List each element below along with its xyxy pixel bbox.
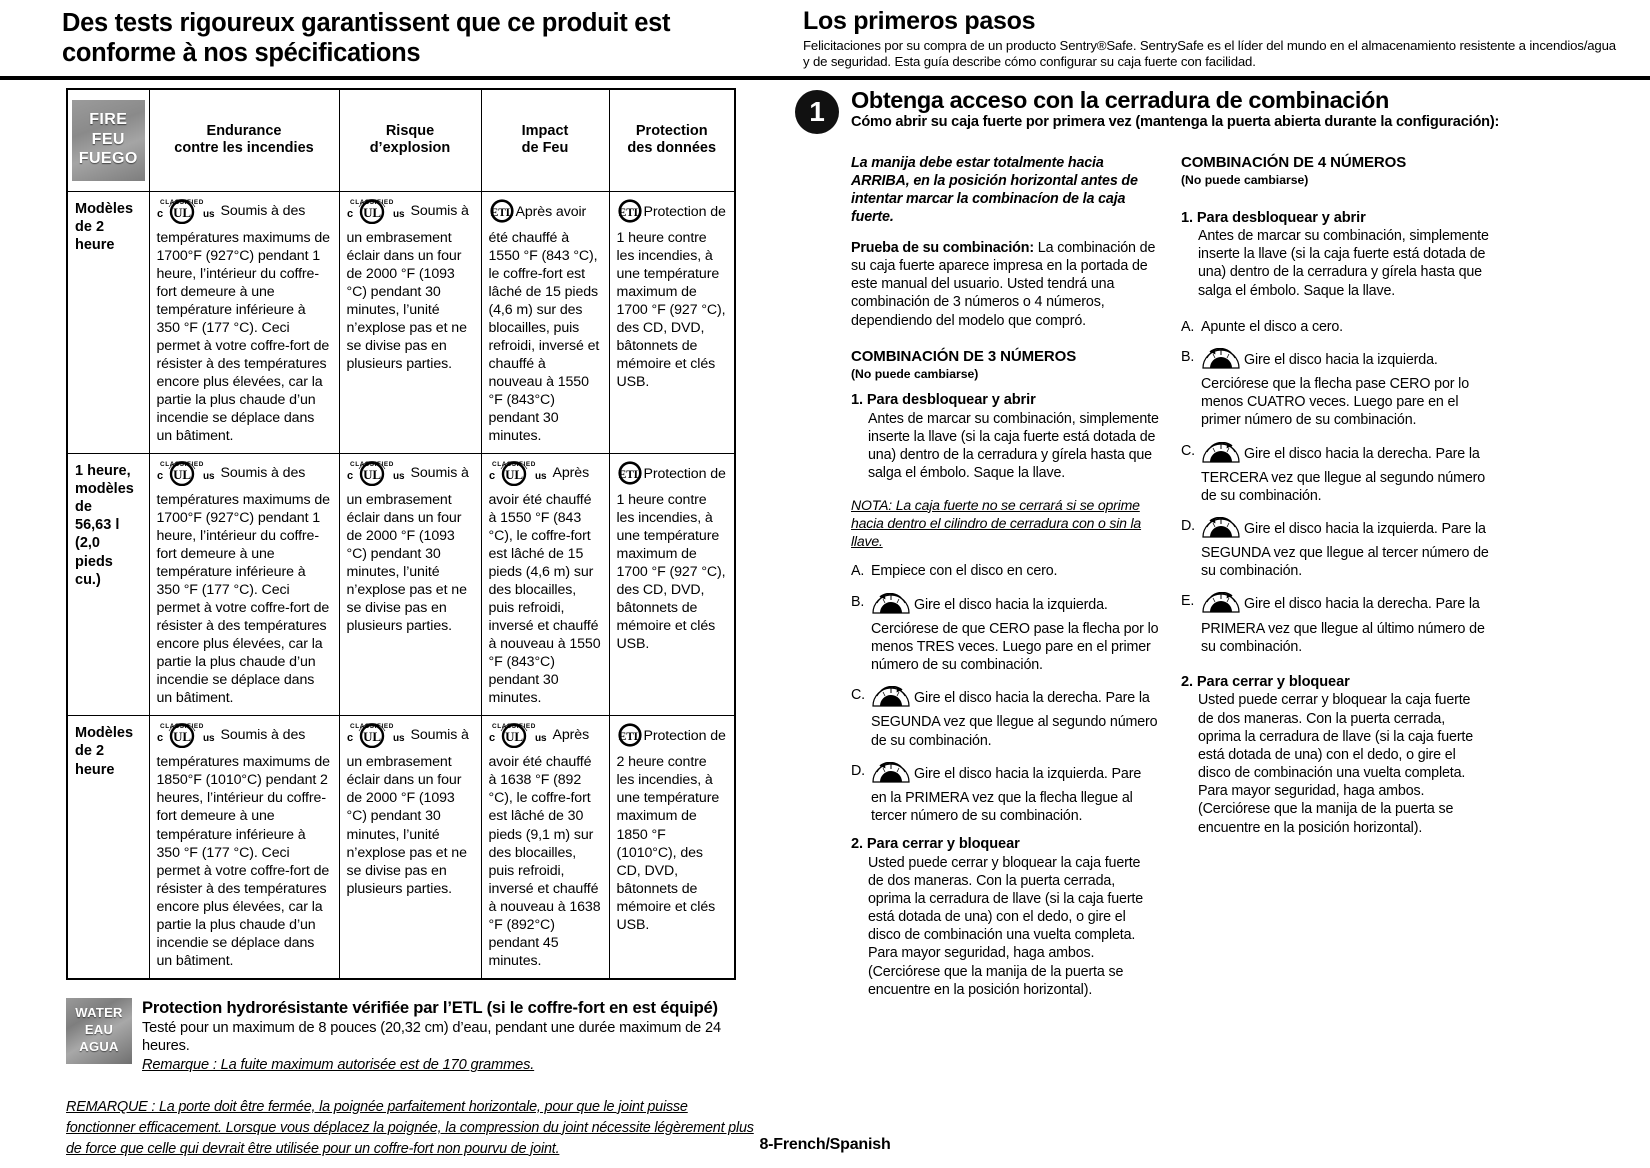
ul-classified-icon bbox=[347, 460, 409, 491]
combo3-item-2-body: Usted puede cerrar y bloquear la caja fuerte de dos maneras. Con la puerta cerrada, oprima la cerradura de llave (si la caja fuerte está dotada de una) con el dedo, o gire el disco de combinación una vuelta completa. Para mayor seguridad, haga ambos. (Cerciórese que la manija de la puerta se encuentre en la posición horizontal). bbox=[868, 854, 1144, 998]
right-column bbox=[795, 88, 1650, 1159]
ul-classified-icon bbox=[489, 460, 551, 491]
step-number-badge: 1 bbox=[795, 90, 839, 134]
water-protection-block bbox=[66, 998, 746, 1075]
cell-explosion-body: Soumis à un embrasement éclair dans un four de 2000 °F (1093 °C) pendant 30 minutes, l’unité n’explose pas et ne se divise pas en plusieurs parties. bbox=[346, 464, 469, 635]
combo3-item-1 bbox=[851, 392, 1159, 482]
fire-badge bbox=[72, 100, 145, 181]
combo4-item-2-body: Usted puede cerrar y bloquear la caja fuerte de dos maneras. Con la puerta cerrada, oprima la cerradura de llave (si la caja fuerte está dotada de una) con el dedo, o gire el disco de combinación una vuelta completa. Para mayor seguridad, haga ambos. (Cerciórese que la manija de la puerta se encuentre en la posición horizontal). bbox=[1198, 692, 1474, 836]
etl-mark-icon bbox=[617, 198, 643, 229]
svg-text:us: us bbox=[202, 733, 214, 745]
header-right bbox=[735, 8, 1650, 71]
combo4-step-d bbox=[1181, 517, 1489, 580]
water-description: Testé pour un maximum de 8 pouces (20,32 cm) d’eau, pendant une durée maximum de 24 heures. bbox=[142, 1019, 721, 1055]
combo3-step-a bbox=[851, 562, 1159, 580]
svg-text:UL: UL bbox=[504, 466, 523, 482]
water-text bbox=[132, 998, 746, 1075]
combo3-item-1-title: 1. Para desbloquear y abrir bbox=[851, 392, 1036, 409]
step-1-header-text bbox=[839, 88, 1499, 131]
etl-mark-icon bbox=[489, 198, 515, 229]
col-head-endurance-l2: contre les incendies bbox=[174, 140, 314, 157]
cell-impact-body: Après avoir été chauffé à 1550 °F (843 °C), le coffre-fort est lâché de 15 pieds (4,6 m) sur des blocailles, puis refroidi, inversé et chauffé à nouveau à 1550 °F (843°C) pendant 30 minutes. bbox=[488, 464, 601, 707]
cell-data-body: Protection de 1 heure contre les incendies, à une température maximum de 1700 °F (927 °C), des CD, DVD, bâtonnets de mémoire et clés USB. bbox=[616, 465, 726, 653]
row-label bbox=[75, 460, 142, 589]
cell-endurance-body: Soumis à des températures maximums de 1700°F (927°C) pendant 1 heure, l’intérieur du coffre-fort demeure à une température inférieure à 350 °F (177 °C). Ceci permet à votre coffre-fort de résister à des températures encore plus élevées, car la partie la plus chaude d’un incendie se déplace dans un bâtiment. bbox=[156, 464, 330, 707]
row-label-line-1: Modèles bbox=[75, 200, 134, 217]
combo4-step-b-body bbox=[1201, 348, 1489, 430]
combo4-subheading: (No puede cambiarse) bbox=[1181, 173, 1309, 187]
svg-text:ETL: ETL bbox=[490, 206, 513, 219]
fire-badge-line-3: FUEGO bbox=[78, 150, 138, 168]
french-heading: Des tests rigoureux garantissent que ce produit est conforme à nos spécifications bbox=[62, 9, 671, 68]
row-label-line-1: Modèles bbox=[75, 725, 134, 742]
body bbox=[0, 88, 1650, 1159]
combo4-item-1-title: 1. Para desbloquear y abrir bbox=[1181, 209, 1366, 226]
row-label bbox=[75, 198, 142, 254]
ul-classified-icon bbox=[157, 722, 219, 753]
combo3-step-b bbox=[851, 593, 1159, 675]
cell-endurance bbox=[149, 716, 339, 979]
svg-text:us: us bbox=[392, 208, 404, 220]
cell-impact-text bbox=[489, 198, 602, 445]
ul-classified-icon bbox=[157, 460, 219, 491]
combination-test-text: La combinación de su caja fuerte aparece impresa en la portada de este manual del usuario. Usted tendrá una combinación de 3 números o 4 números, dependiendo del modelo que compró. bbox=[851, 240, 1156, 329]
combo3-step-b-body bbox=[871, 593, 1159, 675]
combo3-step-b-text: Gire el disco hacia la izquierda. Cerciórese de que CERO pase la flecha por lo menos TRES veces. Luego pare en el primer número de su combinación. bbox=[871, 596, 1159, 674]
svg-text:c: c bbox=[156, 732, 163, 745]
cell-explosion bbox=[339, 716, 481, 979]
combo4-step-b bbox=[1181, 348, 1489, 430]
cell-endurance-text bbox=[157, 460, 332, 707]
dial-turn-right-icon bbox=[1201, 592, 1241, 619]
combo4-step-c-key: C. bbox=[1181, 442, 1195, 459]
svg-text:UL: UL bbox=[504, 729, 523, 745]
combo3-step-d-key: D. bbox=[851, 762, 865, 779]
combo4-step-e-key: E. bbox=[1181, 593, 1195, 610]
svg-text:c: c bbox=[346, 732, 353, 745]
cell-explosion bbox=[339, 191, 481, 453]
cell-data bbox=[609, 191, 735, 453]
svg-text:us: us bbox=[202, 208, 214, 220]
svg-text:us: us bbox=[202, 470, 214, 482]
cell-data-text bbox=[617, 722, 728, 933]
page-header bbox=[0, 0, 1650, 71]
combo3-step-d bbox=[851, 762, 1159, 825]
combo3-step-c bbox=[851, 686, 1159, 749]
cell-impact-text bbox=[489, 722, 602, 969]
cell-data bbox=[609, 716, 735, 979]
col-head-explosion-l2: d’explosion bbox=[369, 140, 451, 157]
svg-text:c: c bbox=[488, 469, 495, 482]
left-column bbox=[0, 88, 795, 1159]
water-title: Protection hydrorésistante vérifiée par l’ETL (si le coffre-fort en est équipé) bbox=[142, 997, 718, 1017]
svg-text:CLASSIFIED: CLASSIFIED bbox=[349, 723, 394, 731]
header-left bbox=[0, 8, 735, 71]
combo4-step-c bbox=[1181, 442, 1489, 505]
dial-turn-left-icon bbox=[1201, 517, 1241, 544]
row-label-cell bbox=[67, 453, 149, 715]
combo4-item-1 bbox=[1181, 210, 1489, 300]
water-badge-line-2: EAU bbox=[84, 1022, 114, 1038]
combination-test-label: Prueba de su combinación: bbox=[851, 240, 1034, 256]
combo3-subheading: (No puede cambiarse) bbox=[851, 366, 979, 381]
row-label-line-3: 56,63 l (2,0 bbox=[75, 517, 120, 552]
combo3-step-a-text: Empiece con el disco en cero. bbox=[871, 563, 1058, 580]
cell-endurance bbox=[149, 191, 339, 453]
fire-badge-line-2: FEU bbox=[91, 130, 125, 148]
svg-text:c: c bbox=[156, 469, 163, 482]
svg-text:CLASSIFIED: CLASSIFIED bbox=[159, 460, 204, 468]
cell-impact bbox=[481, 191, 609, 453]
cell-data-text bbox=[617, 198, 728, 391]
combo4-step-a bbox=[1181, 318, 1489, 336]
col-head-data-l2: des données bbox=[627, 140, 717, 157]
col-head-impact-l1: Impact bbox=[521, 122, 569, 139]
combo4-item-1-body: Antes de marcar su combinación, simplemente inserte la llave (si la caja fuerte está dotada de una) dentro de la cerradura y gírela hasta que salga el émbolo. Saque la llave. bbox=[1198, 228, 1489, 299]
ul-classified-icon bbox=[347, 722, 409, 753]
svg-text:c: c bbox=[488, 732, 495, 745]
svg-text:us: us bbox=[534, 733, 546, 745]
cell-data-text bbox=[617, 460, 728, 653]
spanish-subheading: Felicitaciones por su compra de un producto Sentry®Safe. SentrySafe es el líder del mundo en el almacenamiento resistente a incendios/agua y de seguridad. Esta guía describe cómo configurar su caja fuerte con facilidad. bbox=[803, 37, 1616, 70]
svg-text:ETL: ETL bbox=[618, 731, 641, 744]
combo4-step-b-text: Gire el disco hacia la izquierda. Cerciórese que la flecha pase CERO por lo menos CUATRO veces. Luego pare en el primer número de su combinación. bbox=[1201, 351, 1470, 429]
combo3-item-2-title: 2. Para cerrar y bloquear bbox=[851, 836, 1020, 853]
combo3-step-c-text: Gire el disco hacia la derecha. Pare la SEGUNDA vez que llegue al segundo número de su combinación. bbox=[871, 690, 1158, 749]
ul-classified-icon bbox=[489, 722, 551, 753]
combo3-step-b-key: B. bbox=[851, 593, 865, 610]
cell-endurance-body: Soumis à des températures maximums de 1700°F (927°C) pendant 1 heure, l’intérieur du coffre-fort demeure à une température inférieure à 350 °F (177 °C). Ceci permet à votre coffre-fort de résister à des températures encore plus élevées, car la partie la plus chaude d’un incendie se déplace dans un bâtiment. bbox=[156, 202, 330, 444]
handle-warning: La manija debe estar totalmente hacia ARRIBA, en la posición horizontal antes de intentar marcar la combinacíon de la caja fuerte. bbox=[851, 155, 1138, 225]
cell-impact bbox=[481, 453, 609, 715]
step-1-subtitle: Cómo abrir su caja fuerte por primera vez (mantenga la puerta abierta durante la configuración): bbox=[851, 113, 1500, 130]
svg-text:UL: UL bbox=[172, 729, 191, 745]
combo3-item-2 bbox=[851, 836, 1159, 999]
specifications-table bbox=[66, 88, 736, 980]
svg-text:UL: UL bbox=[172, 204, 191, 220]
table-row bbox=[67, 716, 735, 979]
row-label-line-2: de 2 heure bbox=[75, 743, 115, 778]
combination-test-paragraph bbox=[851, 239, 1159, 330]
dial-turn-right-icon bbox=[1201, 442, 1241, 469]
col-head-explosion-l1: Risque bbox=[385, 122, 435, 139]
etl-mark-icon bbox=[617, 722, 643, 753]
col-head-impact-l2: de Feu bbox=[521, 140, 569, 157]
water-badge-line-1: WATER bbox=[75, 1005, 123, 1021]
cell-data bbox=[609, 453, 735, 715]
svg-text:ETL: ETL bbox=[618, 468, 641, 481]
row-label-line-1: 1 heure, bbox=[75, 462, 131, 479]
cell-impact-text bbox=[489, 460, 602, 707]
combination-3-column bbox=[851, 154, 1181, 999]
cell-endurance-body: Soumis à des températures maximums de 1850°F (1010°C) pendant 2 heures, l’intérieur du coffre-fort demeure à une température inférieure à 350 °F (177 °C). Ceci permet à votre coffre-fort de résister à des températures encore plus élevées, car la partie la plus chaude d’un incendie se déplace dans un bâtiment. bbox=[156, 727, 330, 969]
combo4-step-c-text: Gire el disco hacia la derecha. Pare la TERCERA vez que llegue al segundo número de su combinación. bbox=[1201, 445, 1486, 504]
cell-endurance-text bbox=[157, 722, 332, 969]
combo3-step-d-body bbox=[871, 762, 1159, 825]
combo4-step-d-body bbox=[1201, 517, 1489, 580]
svg-text:CLASSIFIED: CLASSIFIED bbox=[491, 460, 536, 468]
col-head-endurance-l1: Endurance bbox=[206, 122, 282, 139]
combo4-heading: COMBINACIÓN DE 4 NÚMEROS bbox=[1181, 154, 1407, 171]
column-header-impact bbox=[481, 89, 609, 191]
cell-explosion-text bbox=[347, 198, 474, 373]
combo4-item-2-title: 2. Para cerrar y bloquear bbox=[1181, 673, 1350, 690]
combo3-nota: NOTA: La caja fuerte no se cerrará si se oprime hacia dentro el cilindro de cerradura con o sin la llave. bbox=[851, 496, 1142, 550]
remarque-note: REMARQUE : La porte doit être fermée, la poignée parfaitement horizontale, pour que le joint puisse fonctionner efficacement. Lorsque vous déplacez la poignée, la compression du joint nécessite légèrement plus de force que celle qui devrait être utilisée pour un coffre-fort non pourvu de joint. bbox=[66, 1098, 754, 1157]
spanish-heading: Los primeros pasos bbox=[803, 7, 1036, 35]
svg-text:CLASSIFIED: CLASSIFIED bbox=[159, 198, 204, 206]
svg-text:CLASSIFIED: CLASSIFIED bbox=[349, 460, 394, 468]
step-1-title: Obtenga acceso con la cerradura de combinación bbox=[851, 87, 1389, 113]
step-1-columns bbox=[795, 154, 1650, 999]
svg-text:us: us bbox=[392, 470, 404, 482]
table-row bbox=[67, 453, 735, 715]
cell-explosion-body: Soumis à un embrasement éclair dans un four de 2000 °F (1093 °C) pendant 30 minutes, l’unité n’explose pas et ne se divise pas en plusieurs parties. bbox=[346, 202, 469, 372]
svg-text:CLASSIFIED: CLASSIFIED bbox=[491, 723, 536, 731]
row-label bbox=[75, 722, 142, 778]
svg-text:UL: UL bbox=[172, 466, 191, 482]
svg-text:CLASSIFIED: CLASSIFIED bbox=[159, 723, 204, 731]
combo3-step-a-key: A. bbox=[851, 563, 865, 580]
svg-text:c: c bbox=[346, 207, 353, 220]
combination-4-column bbox=[1181, 154, 1511, 999]
fire-badge-line-1: FIRE bbox=[89, 111, 128, 128]
svg-text:c: c bbox=[346, 469, 353, 482]
etl-mark-icon bbox=[617, 460, 643, 491]
header-rule bbox=[0, 76, 1650, 80]
combo3-item-1-body: Antes de marcar su combinación, simplemente inserte la llave (si la caja fuerte está dotada de una) dentro de la cerradura y gírela hasta que salga el émbolo. Saque la llave. bbox=[868, 410, 1159, 482]
cell-data-body: Protection de 2 heure contre les incendies, à une température maximum de 1850 °F (1010°C), des CD, DVD, bâtonnets de mémoire et clés USB. bbox=[616, 728, 726, 933]
combo4-step-b-key: B. bbox=[1181, 348, 1195, 365]
combo4-step-e-text: Gire el disco hacia la derecha. Pare la PRIMERA vez que llegue al último número de su combinación. bbox=[1201, 596, 1485, 655]
cell-explosion bbox=[339, 453, 481, 715]
cell-explosion-text bbox=[347, 460, 474, 635]
cell-explosion-text bbox=[347, 722, 474, 897]
combo4-step-d-key: D. bbox=[1181, 518, 1195, 535]
fire-badge-cell bbox=[67, 89, 149, 191]
svg-text:us: us bbox=[534, 470, 546, 482]
svg-text:UL: UL bbox=[362, 729, 381, 745]
combo4-step-a-key: A. bbox=[1181, 318, 1195, 335]
col-head-data-l1: Protection bbox=[635, 122, 708, 139]
combo4-step-c-body bbox=[1201, 442, 1489, 505]
cell-endurance bbox=[149, 453, 339, 715]
combo4-step-e-body bbox=[1201, 592, 1489, 655]
row-label-cell bbox=[67, 191, 149, 453]
step-1-header bbox=[795, 88, 1650, 134]
combo4-step-e bbox=[1181, 592, 1489, 655]
combo4-step-d-text: Gire el disco hacia la izquierda. Pare la SEGUNDA vez que llegue al tercer número de su combinación. bbox=[1201, 521, 1489, 580]
combo3-step-d-text: Gire el disco hacia la izquierda. Pare en la PRIMERA vez que la flecha llegue al tercer número de su combinación. bbox=[871, 765, 1142, 825]
svg-text:us: us bbox=[392, 733, 404, 745]
row-label-line-2: modèles de bbox=[75, 481, 134, 516]
cell-impact-body: Après avoir été chauffé à 1550 °F (843 °C), le coffre-fort est lâché de 15 pieds (4,6 m) sur des blocailles, puis refroidi, inversé et chauffé à nouveau à 1550 °F (843°C) pendant 30 minutes. bbox=[488, 203, 600, 444]
water-badge bbox=[66, 998, 132, 1064]
dial-turn-left-icon bbox=[1201, 348, 1241, 375]
water-note: Remarque : La fuite maximum autorisée est de 170 grammes. bbox=[142, 1057, 535, 1074]
cell-impact-body: Après avoir été chauffé à 1638 °F (892 °C), le coffre-fort est lâché de 30 pieds (9,1 m) sur des blocailles, puis refroidi, inversé et chauffé à nouveau à 1638 °F (892°C) pendant 45 minutes. bbox=[488, 727, 601, 969]
water-badge-line-3: AGUA bbox=[79, 1039, 119, 1055]
ul-classified-icon bbox=[157, 198, 219, 229]
cell-endurance-text bbox=[157, 198, 332, 445]
cell-data-body: Protection de 1 heure contre les incendies, à une température maximum de 1700 °F (927 °C), des CD, DVD, bâtonnets de mémoire et clés USB. bbox=[616, 203, 726, 390]
dial-turn-left-icon bbox=[871, 762, 911, 789]
cell-explosion-body: Soumis à un embrasement éclair dans un four de 2000 °F (1093 °C) pendant 30 minutes, l’unité n’explose pas et ne se divise pas en plusieurs parties. bbox=[346, 727, 469, 897]
combo3-step-c-body bbox=[871, 686, 1159, 749]
column-header-endurance bbox=[149, 89, 339, 191]
dial-turn-left-icon bbox=[871, 593, 911, 620]
ul-classified-icon bbox=[347, 198, 409, 229]
row-label-line-2: de 2 heure bbox=[75, 218, 115, 253]
svg-text:ETL: ETL bbox=[618, 206, 641, 219]
page-footer: 8-French/Spanish bbox=[759, 1136, 891, 1153]
column-header-data bbox=[609, 89, 735, 191]
column-header-explosion bbox=[339, 89, 481, 191]
combo4-item-2 bbox=[1181, 674, 1489, 837]
svg-text:CLASSIFIED: CLASSIFIED bbox=[349, 198, 394, 206]
svg-text:UL: UL bbox=[362, 204, 381, 220]
row-label-line-4: pieds cu.) bbox=[75, 553, 113, 588]
combo3-step-c-key: C. bbox=[851, 687, 865, 704]
combo4-step-a-text: Apunte el disco a cero. bbox=[1201, 318, 1343, 335]
dial-turn-right-icon bbox=[871, 686, 911, 713]
table-header-row bbox=[67, 89, 735, 191]
combo3-heading: COMBINACIÓN DE 3 NÚMEROS bbox=[851, 347, 1077, 365]
row-label-cell bbox=[67, 716, 149, 979]
svg-text:UL: UL bbox=[362, 466, 381, 482]
svg-text:c: c bbox=[156, 207, 163, 220]
table-row bbox=[67, 191, 735, 453]
cell-impact bbox=[481, 716, 609, 979]
